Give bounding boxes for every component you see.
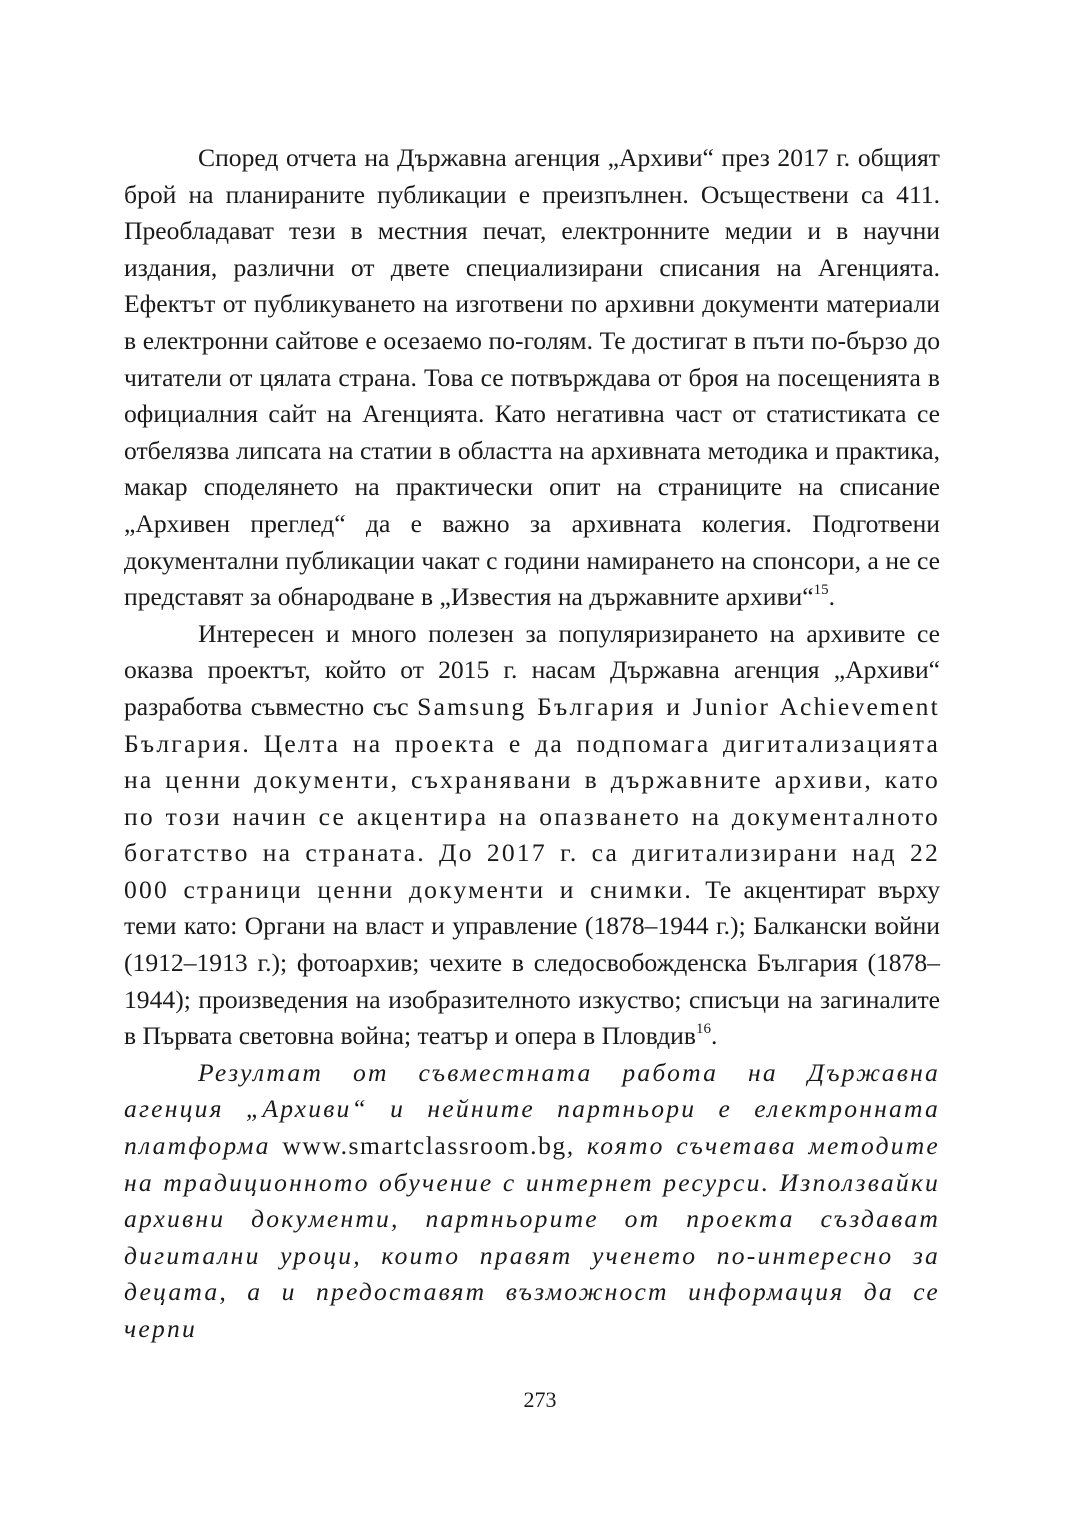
page-number: 273 [523, 1387, 557, 1412]
footnote-ref[interactable]: 16 [695, 1020, 711, 1037]
paragraph-smartclassroom [124, 1055, 940, 1348]
paragraph-text: Те акцентират върху теми като: Органи на власт и управление (1878–1944 г.); Балкански войни (1912–1913 г.); фотоархив; чехите в следосвобожденска България (1878–1944); произведения на изобразителното изкуство; списъци на загиналите в Първата световна война; театър и опера в Пловдив [124, 874, 941, 1051]
paragraph-text: Интересен и много полезен за популяризирането на архивите се оказва проектът, който от 2015 г. насам Държавна агенция „Архиви“ разработва съвместно със [124, 618, 940, 721]
footnote-ref[interactable]: 15 [813, 581, 829, 598]
paragraph-digitization-project: Интересен и много полезен за популяризирането на архивите се оказва проектът, който от 2015 г. насам Държавна агенция „Архиви“ разработва съвместно със Samsung България и Junior Achievement България. Целта на проекта е да подпомага дигитализацията на ценни документи, съхранявани в държавните архиви, като по този начин се акцентира на опазването на документалното богатство на страната. До 2017 г. са дигитализирани над 22 000 страници ценни документи и снимки. Те акцентират върху теми като: Органи на власт и управление (1878–1944 г.); Балкански войни (1912–1913 г.); фотоархив; чехите в следосвобожденска България (1878–1944); произведения на изобразителното изкуство; списъци на загиналите в Първата световна война; театър и опера в Пловдив$^{16}$. [124, 618, 941, 1051]
italic-passage: , която съчетава методите на традиционното обучение с интернет ресурси. Използвайки архивни документи, партньорите от проекта създават дигитални уроци, които правят ученето по-интересно за децата, а и предоставят възможност информация да се черпи [124, 1131, 940, 1343]
paragraph-text: Според отчета на Държавна агенция „Архиви“ през 2017 г. общият брой на планираните публикации е преизпълнен. Осъществени са 411. Преобладават тези в местния печат, електронните медии и в научни издания, различни от двете специализирани списания на Агенцията. Ефектът от публикуването на изготвени по архивни документи материали в електронни сайтове е осезаемо по-голям. Те достигат в пъти по-бързо до читатели от цялата страна. Това се потвърждава от броя на посещенията в официалния сайт на Агенцията. Като негативна част от статистиката се отбелязва липсата на статии в областта на архивната методика и практика, макар споделянето на практически опит на страниците на списание „Архивен преглед“ да е важно за архивната колегия. Подготвени документални публикации чакат с години намирането на спонсори, а не се представят за обнародване в „Известия на държавните архиви“ [124, 143, 940, 612]
italic-passage: Samsung България и Junior Achievement България. Целта на проекта е да подпомага дигитализацията на ценни документи, съхранявани в държавните архиви, като по този начин се акцентира на опазването на документалното богатство на страната. До 2017 г. са дигитализирани над 22 000 страници ценни документи и снимки. [124, 691, 940, 904]
page-body [124, 140, 940, 1348]
italic-passage: Резултат от съвместната работа на Държавна агенция „Архиви“ и нейните партньори е електронната платформа [124, 1057, 940, 1161]
paragraph-archives-report: Според отчета на Държавна агенция „Архиви“ през 2017 г. общият брой на планираните публикации е преизпълнен. Осъществени са 411. Преобладават тези в местния печат, електронните медии и в научни издания, различни от двете специализирани списания на Агенцията. Ефектът от публикуването на изготвени по архивни документи материали в електронни сайтове е осезаемо по-голям. Те достигат в пъти по-бързо до читатели от цялата страна. Това се потвърждава от броя на посещенията в официалния сайт на Агенцията. Като негативна част от статистиката се отбелязва липсата на статии в областта на архивната методика и практика, макар споделянето на практически опит на страниците на списание „Архивен преглед“ да е важно за архивната колегия. Подготвени документални публикации чакат с години намирането на спонсори, а не се представят за обнародване в „Известия на държавните архиви“$^{15}$. [124, 143, 940, 612]
platform-url[interactable]: www.smartclassroom.bg [282, 1131, 567, 1161]
